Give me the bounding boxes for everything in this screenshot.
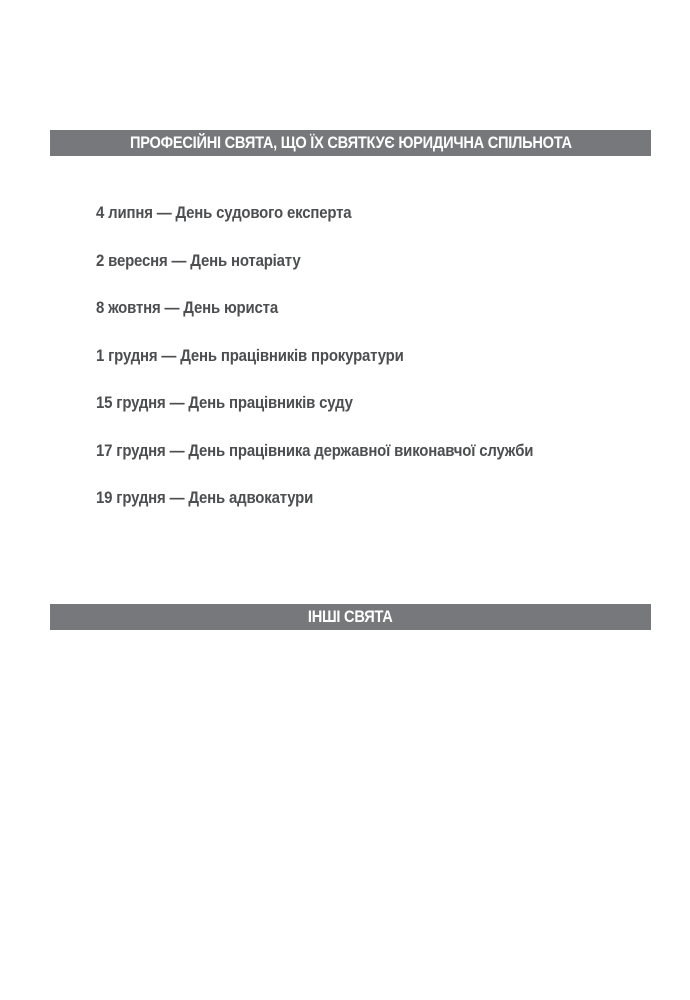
section-heading-professional-holidays	[50, 130, 651, 156]
list-item: 4 липня — День судового експерта	[96, 203, 352, 222]
professional-holidays-list	[96, 200, 593, 533]
section-heading-other-holidays	[50, 604, 651, 630]
list-item: 2 вересня — День нотаріату	[96, 250, 301, 270]
list-item: 15 грудня — День працівників суду	[96, 393, 353, 412]
list-item: 1 грудня — День працівників прокуратури	[96, 345, 404, 365]
list-item: 17 грудня — День працівника державної виконавчої служби	[96, 440, 534, 460]
list-item: 19 грудня — День адвокатури	[96, 488, 314, 507]
section-heading-professional-holidays-text: ПРОФЕСІЙНІ СВЯТА, ЩО ЇХ СВЯТКУЄ ЮРИДИЧНА СПІЛЬНОТА	[129, 133, 572, 152]
section-heading-other-holidays-text: ІНШІ СВЯТА	[308, 607, 393, 626]
list-item: 8 жовтня — День юриста	[96, 298, 278, 317]
